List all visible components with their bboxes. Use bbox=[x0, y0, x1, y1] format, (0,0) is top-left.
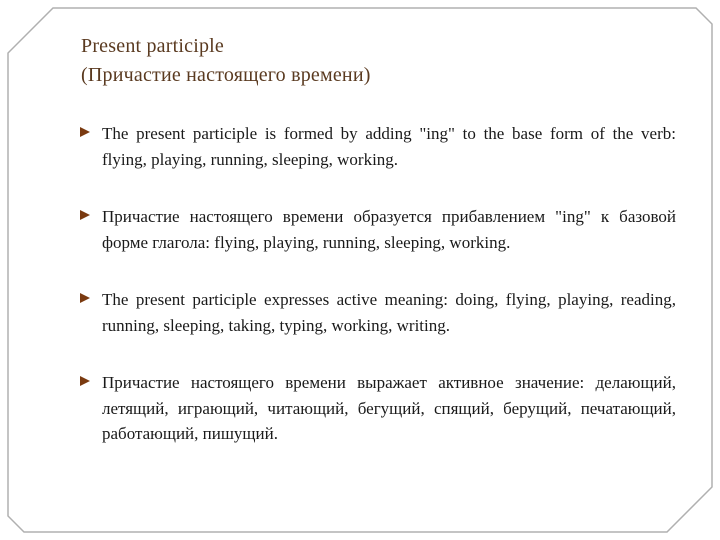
title-line-english: Present participle bbox=[81, 35, 224, 57]
bullet-item bbox=[78, 370, 676, 447]
bullet-item bbox=[78, 204, 676, 255]
triangle-bullet-icon bbox=[79, 292, 91, 304]
bullet-list bbox=[78, 121, 676, 479]
triangle-bullet-icon bbox=[79, 209, 91, 221]
bullet-item bbox=[78, 287, 676, 338]
bullet-text: The present participle is formed by adding "ing" to the base form of the verb: flying, playing, running, sleeping, working. bbox=[102, 124, 676, 169]
bullet-text: Причастие настоящего времени образуется прибавлением "ing" к базовой форме глагола: flying, playing, running, sleeping, working. bbox=[102, 207, 676, 252]
bullet-text: The present participle expresses active meaning: doing, flying, playing, reading, running, sleeping, taking, typing, working, writing. bbox=[102, 290, 676, 335]
bullet-text: Причастие настоящего времени выражает активное значение: делающий, летящий, играющий, читающий, бегущий, спящий, берущий, печатающий, работающий, пишущий. bbox=[102, 373, 676, 443]
bullet-item bbox=[78, 121, 676, 172]
triangle-bullet-icon bbox=[79, 375, 91, 387]
title-line-russian: (Причастие настоящего времени) bbox=[81, 64, 371, 86]
slide-title bbox=[81, 32, 371, 90]
triangle-bullet-icon bbox=[79, 126, 91, 138]
